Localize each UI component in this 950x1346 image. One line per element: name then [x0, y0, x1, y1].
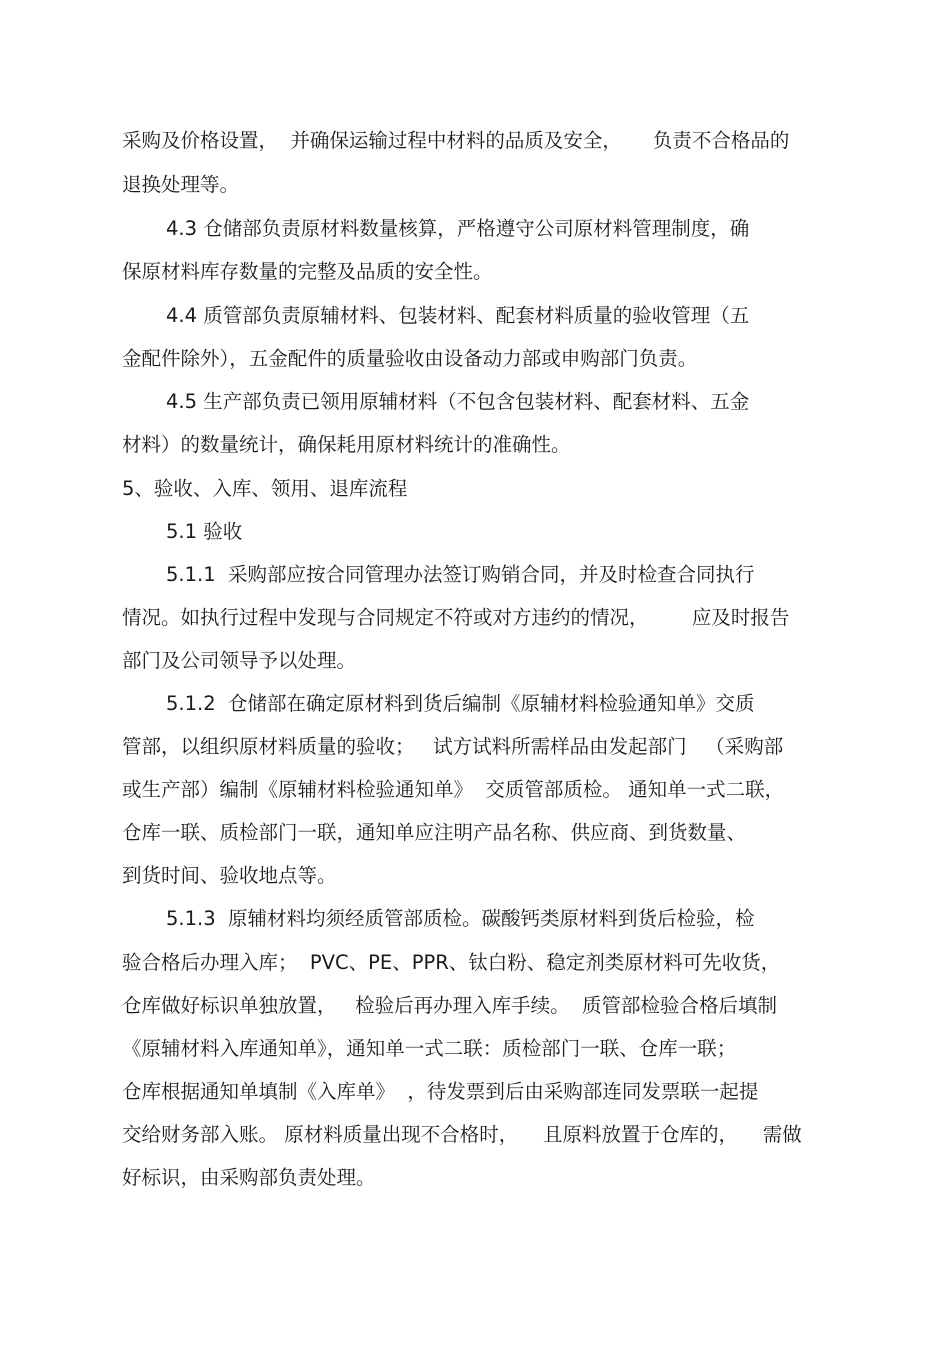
text-line: 部门及公司领导予以处理。 — [122, 649, 357, 672]
text-line: 保原材料库存数量的完整及品质的安全性。 — [122, 260, 493, 283]
text-line: 情况。如执行过程中发现与合同规定不符或对方违约的情况， 应及时报告 — [122, 606, 790, 629]
text-line: 好标识，由采购部负责处理。 — [122, 1166, 376, 1189]
text-line: 退换处理等。 — [122, 173, 240, 196]
text-line: 5.1.2 仓储部在确定原材料到货后编制《原辅材料检验通知单》交质 — [166, 692, 755, 715]
text-line: 采购及价格设置， 并确保运输过程中材料的品质及安全， 负责不合格品的 — [122, 129, 790, 152]
text-line: 仓库一联、质检部门一联，通知单应注明产品名称、供应商、到货数量、 — [122, 821, 747, 844]
text-line: 管部，以组织原材料质量的验收； 试方试料所需样品由发起部门 （采购部 — [122, 735, 784, 758]
text-line: 4.4 质管部负责原辅材料、包装材料、配套材料质量的验收管理（五 — [166, 304, 750, 327]
section-heading: 5、验收、入库、领用、退库流程 — [122, 477, 408, 500]
text-line: 4.3 仓储部负责原材料数量核算，严格遵守公司原材料管理制度，确 — [166, 217, 750, 240]
text-line: 《原辅材料入库通知单》，通知单一式二联：质检部门一联、仓库一联； — [122, 1037, 737, 1060]
text-line: 仓库根据通知单填制《入库单》 ，待发票到后由采购部连同发票联一起提 — [122, 1080, 759, 1103]
text-line: 5.1.1 采购部应按合同管理办法签订购销合同，并及时检查合同执行 — [166, 563, 755, 586]
text-line: 交给财务部入账。 原材料质量出现不合格时， 且原料放置于仓库的， 需做 — [122, 1123, 802, 1146]
text-line: 材料）的数量统计，确保耗用原材料统计的准确性。 — [122, 433, 571, 456]
text-line: 4.5 生产部负责已领用原辅材料（不包含包装材料、配套材料、五金 — [166, 390, 750, 413]
text-line: 仓库做好标识单独放置， 检验后再办理入库手续。 质管部检验合格后填制 — [122, 994, 777, 1017]
text-line: 或生产部）编制《原辅材料检验通知单》 交质管部质检。 通知单一式二联， — [122, 778, 785, 801]
subsection-heading: 5.1 验收 — [166, 520, 243, 543]
text-line: 验合格后办理入库； PVC、PE、PPR、钛白粉、稳定剂类原材料可先收货， — [122, 951, 781, 974]
text-line: 5.1.3 原辅材料均须经质管部质检。碳酸钙类原材料到货后检验，检 — [166, 907, 755, 930]
text-line: 到货时间、验收地点等。 — [122, 864, 337, 887]
text-line: 金配件除外），五金配件的质量验收由设备动力部或申购部门负责。 — [122, 347, 698, 370]
